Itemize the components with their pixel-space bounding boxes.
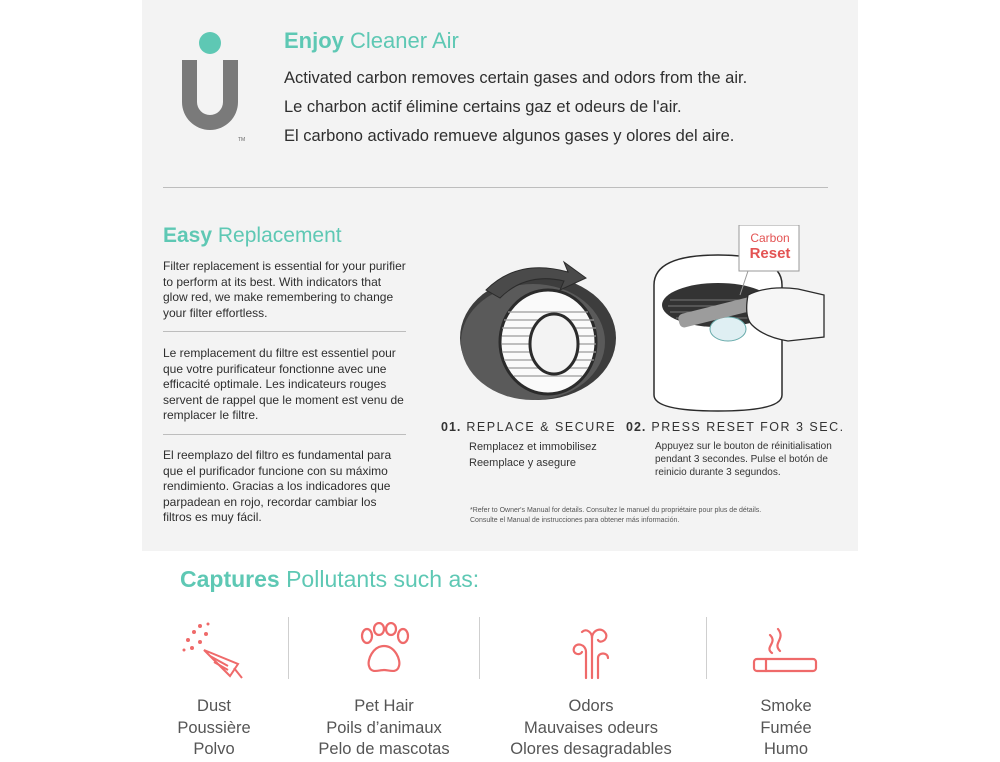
pollutant-odors — [500, 696, 682, 761]
filter-illustration — [448, 250, 618, 415]
intro-line-en: Activated carbon removes certain gases and odors from the air. — [284, 69, 748, 87]
step-1-text — [469, 439, 597, 471]
callout-line2: Reset — [749, 245, 791, 262]
pollutant-dust — [154, 696, 274, 761]
replacement-paragraph-en: Filter replacement is essential for your purifier to perform at its best. With indicators that glow red, we make remembering to change your filter effortless. — [163, 259, 406, 320]
pollutants-heading — [180, 566, 479, 593]
pollutant-en: Smoke — [760, 697, 812, 715]
pollutant-en: Pet Hair — [354, 697, 414, 715]
dust-icon — [180, 620, 246, 682]
heading-light: Replacement — [217, 224, 342, 247]
heading-bold: Captures — [180, 566, 280, 592]
pollutant-smoke — [736, 696, 836, 761]
pollutant-fr: Mauvaises odeurs — [524, 718, 658, 737]
smoke-icon — [752, 625, 818, 677]
step-line: Reemplace y asegure — [469, 457, 577, 469]
note-line: *Refer to Owner's Manual for details. Consultez le manuel du propriétaire pour plus de détails. — [470, 507, 762, 514]
replacement-paragraph-es: El reemplazo del filtro es fundamental para que el purificador funcione con su máximo rendimiento. Gracias a los indicadores que parpadean en rojo, recordar cambiar los filtros es muy fácil. — [163, 448, 392, 524]
heading-light: Cleaner Air — [350, 28, 459, 53]
pollutant-pet-hair — [304, 696, 464, 761]
pollutant-es: Polvo — [193, 740, 235, 758]
pollutant-en: Odors — [568, 697, 614, 715]
carbon-reset-callout — [740, 231, 800, 262]
column-divider — [706, 617, 707, 679]
pollutant-es: Pelo de mascotas — [318, 740, 450, 758]
pollutant-en: Dust — [197, 697, 231, 715]
odor-icon — [570, 618, 614, 682]
brand-logo — [172, 30, 252, 150]
column-divider — [288, 617, 289, 679]
intro-line-fr: Le charbon actif élimine certains gaz et odeurs de l'air. — [284, 98, 682, 116]
paw-icon — [355, 622, 413, 678]
purifier-illustration — [648, 225, 828, 415]
pollutant-es: Olores desagradables — [510, 740, 672, 758]
step-number: 01. — [441, 420, 462, 434]
pollutant-fr: Poils d’animaux — [326, 718, 442, 737]
note-line: Consulte el Manual de instrucciones para obtener más información. — [470, 517, 680, 524]
section-divider — [163, 187, 828, 188]
step-line: reinicio durante 3 segundos. — [655, 467, 781, 478]
replacement-heading — [163, 224, 342, 248]
callout-line1: Carbon — [750, 231, 790, 245]
step-title: PRESS RESET FOR 3 SEC. — [651, 420, 845, 434]
step-2-text — [655, 440, 832, 479]
paragraph-divider — [163, 434, 406, 435]
pollutant-es: Humo — [763, 740, 808, 758]
step-line: Appuyez sur le bouton de réinitialisation — [655, 441, 832, 452]
replacement-paragraph-fr: Le remplacement du filtre est essentiel pour que votre purificateur fonctionne avec une efficacité optimale. Les indicateurs rouges servent de rappel que le moment est venu de remplacer le filtre. — [163, 346, 404, 422]
step-2-title — [626, 420, 845, 434]
step-line: pendant 3 secondes. Pulse el botón de — [655, 454, 828, 465]
heading-bold: Enjoy — [284, 28, 344, 53]
intro-line-es: El carbono activado remueve algunos gases y olores del aire. — [284, 127, 735, 145]
heading-light: Pollutants such as: — [286, 566, 480, 592]
column-divider — [479, 617, 480, 679]
pollutant-fr: Fumée — [760, 718, 812, 737]
step-number: 02. — [626, 420, 647, 434]
paragraph-divider — [163, 331, 406, 332]
intro-text — [284, 64, 747, 151]
step-1-title — [441, 420, 616, 434]
step-line: Remplacez et immobilisez — [469, 441, 597, 453]
heading-bold: Easy — [163, 224, 213, 247]
enjoy-heading — [284, 28, 459, 54]
step-title: REPLACE & SECURE — [466, 420, 617, 434]
trademark: TM — [238, 137, 246, 143]
pollutant-fr: Poussière — [177, 718, 251, 737]
manual-note — [470, 506, 761, 526]
